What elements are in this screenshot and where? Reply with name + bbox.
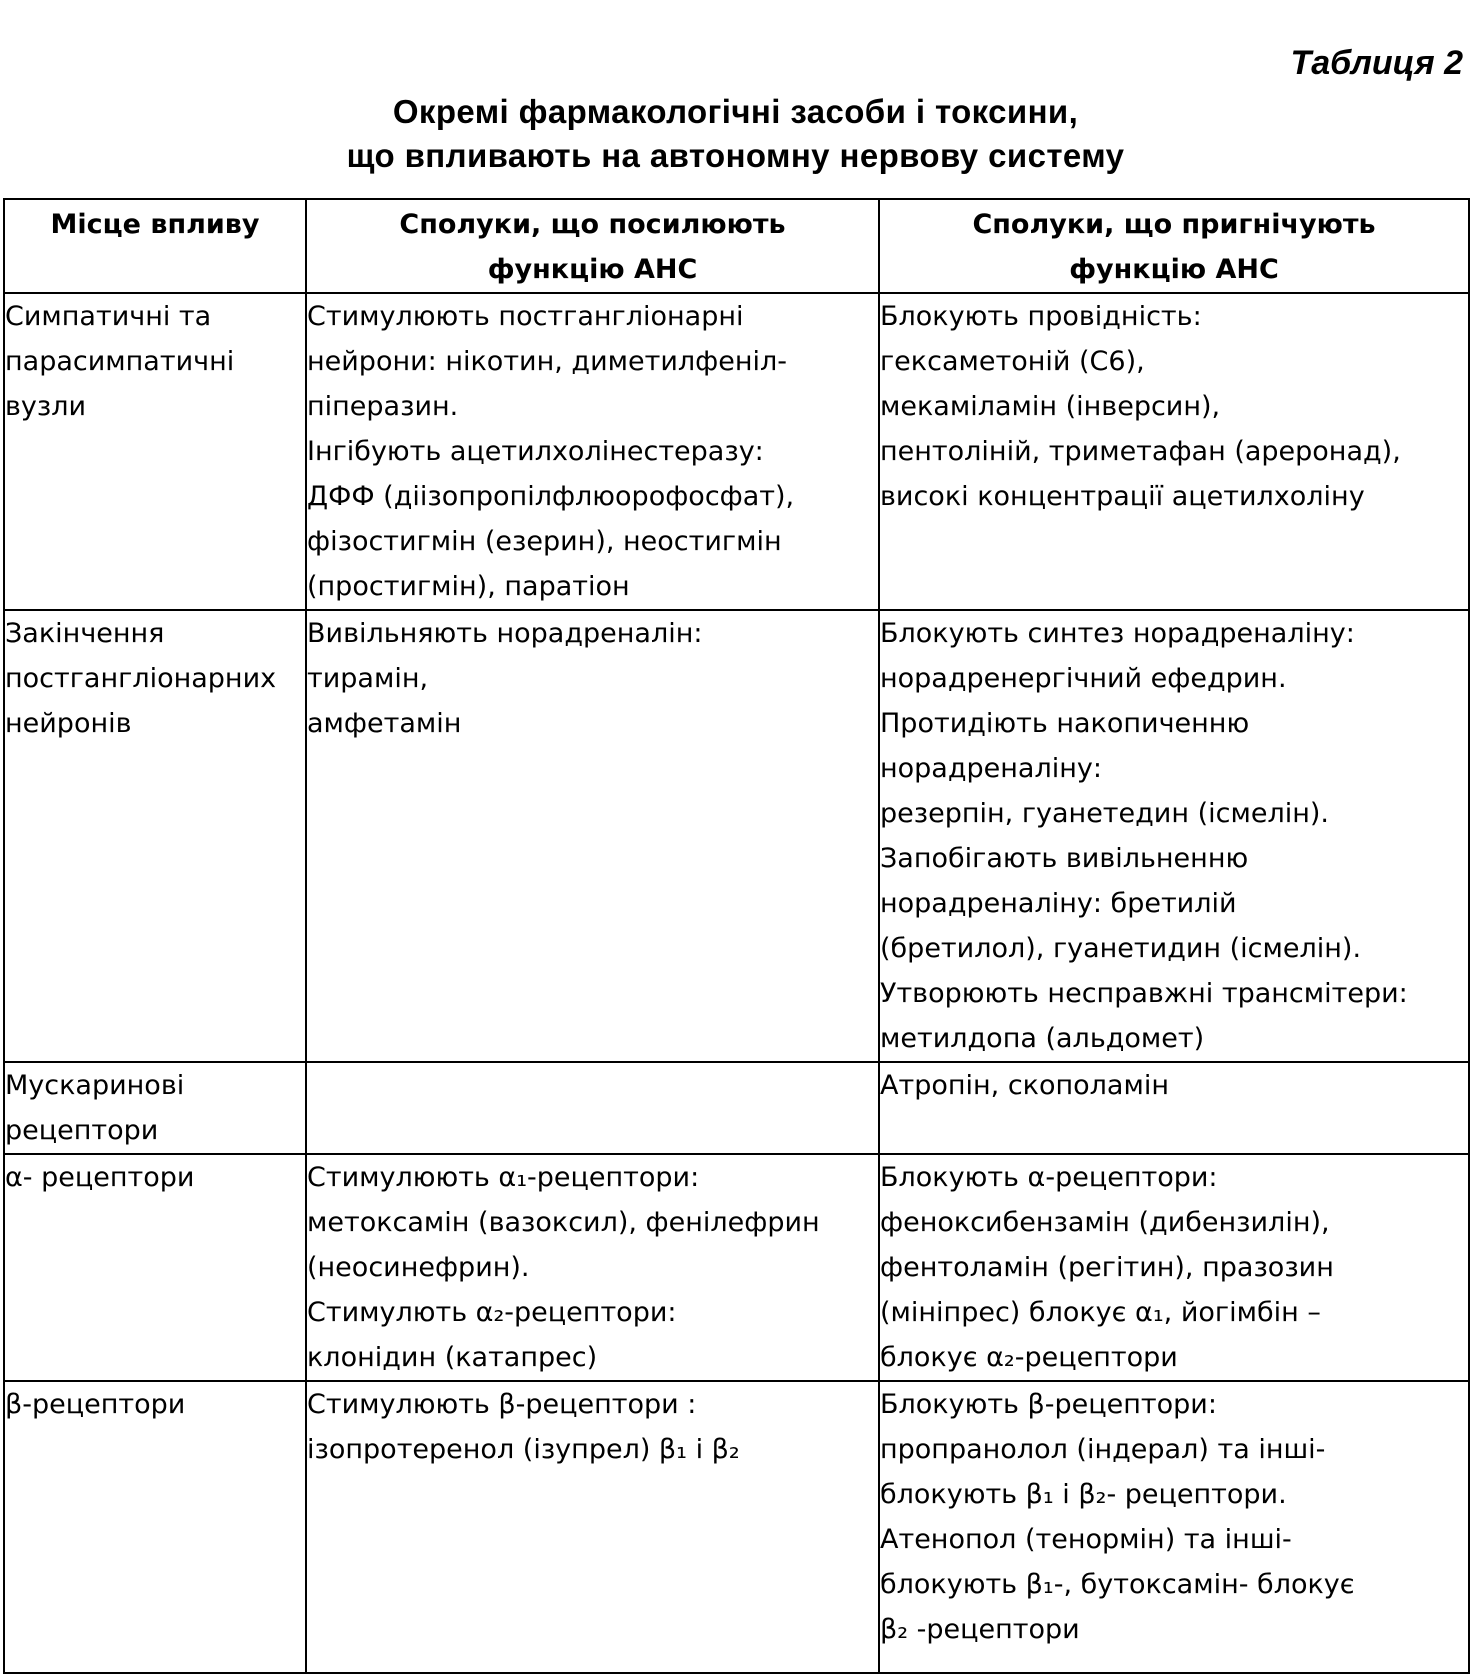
cell-enhance bbox=[306, 1062, 879, 1154]
cell-line: α- рецептори bbox=[5, 1162, 195, 1193]
cell-site bbox=[4, 293, 306, 610]
cell-inhibit bbox=[879, 293, 1469, 610]
cell-line: піперазин. bbox=[307, 391, 459, 422]
cell-line: β-рецептори bbox=[5, 1389, 186, 1420]
table-row bbox=[4, 1381, 1469, 1673]
header-enhance bbox=[306, 199, 879, 293]
cell-line: (мініпрес) блокує α₁, йогімбін – bbox=[880, 1297, 1321, 1328]
cell-line: норадреналіну: бретилій bbox=[880, 888, 1237, 919]
cell-site bbox=[4, 610, 306, 1062]
cell-enhance bbox=[306, 1381, 879, 1673]
cell-line: блокують β₁-, бутоксамін- блокує bbox=[880, 1569, 1355, 1600]
cell-line: гексаметоній (С6), bbox=[880, 346, 1145, 377]
cell-line: (бретилол), гуанетидин (ісмелін). bbox=[880, 933, 1362, 964]
header-inhibit bbox=[879, 199, 1469, 293]
cell-enhance bbox=[306, 293, 879, 610]
cell-site bbox=[4, 1154, 306, 1381]
cell-line: Блокують β-рецептори: bbox=[880, 1389, 1217, 1420]
header-enhance-line: функцію АНС bbox=[487, 254, 698, 285]
cell-site bbox=[4, 1381, 306, 1673]
cell-line: Вивільняють норадреналін: bbox=[307, 618, 703, 649]
cell-line: (простигмін), паратіон bbox=[307, 571, 630, 602]
cell-line: високі концентрації ацетилхоліну bbox=[880, 481, 1365, 512]
cell-line: метоксамін (вазоксил), фенілефрин bbox=[307, 1207, 820, 1238]
header-enhance-line: Сполуки, що посилюють bbox=[399, 209, 786, 240]
table-row bbox=[4, 293, 1469, 610]
cell-inhibit bbox=[879, 1062, 1469, 1154]
cell-line: блокують β₁ і β₂- рецептори. bbox=[880, 1479, 1287, 1510]
header-inhibit-line: Сполуки, що пригнічують bbox=[972, 209, 1376, 240]
table-title-line-2: що впливають на автономну нервову систему bbox=[346, 137, 1125, 174]
cell-line: метилдопа (альдомет) bbox=[880, 1023, 1205, 1054]
cell-line: блокує α₂-рецептори bbox=[880, 1342, 1178, 1373]
cell-line: фентоламін (регітин), празозин bbox=[880, 1252, 1334, 1283]
cell-line: Інгібують ацетилхолінестеразу: bbox=[307, 436, 764, 467]
cell-inhibit bbox=[879, 1381, 1469, 1673]
cell-line: клонідин (катапрес) bbox=[307, 1342, 598, 1373]
cell-line: Блокують синтез норадреналіну: bbox=[880, 618, 1355, 649]
pharmacology-table bbox=[3, 198, 1470, 1674]
cell-line: Протидіють накопиченню bbox=[880, 708, 1250, 739]
cell-line: Закінчення bbox=[5, 618, 165, 649]
cell-line: Симпатичні та bbox=[5, 301, 212, 332]
table-title-line-1: Окремі фармакологічні засоби і токсини, bbox=[392, 93, 1079, 130]
cell-line: Стимулюють постгангліонарні bbox=[307, 301, 744, 332]
cell-line: Блокують α-рецептори: bbox=[880, 1162, 1218, 1193]
table-row bbox=[4, 1154, 1469, 1381]
cell-line: феноксибензамін (дибензилін), bbox=[880, 1207, 1330, 1238]
cell-enhance bbox=[306, 1154, 879, 1381]
cell-inhibit bbox=[879, 1154, 1469, 1381]
table-row bbox=[4, 1062, 1469, 1154]
cell-line: постгангліонарних bbox=[5, 663, 277, 694]
cell-line: амфетамін bbox=[307, 708, 462, 739]
cell-line: резерпін, гуанетедин (ісмелін). bbox=[880, 798, 1329, 829]
cell-line: норадреналіну: bbox=[880, 753, 1102, 784]
cell-line: Запобігають вивільненню bbox=[880, 843, 1249, 874]
cell-line: Стимулюють α₁-рецептори: bbox=[307, 1162, 700, 1193]
cell-line: фізостигмін (езерин), неостигмін bbox=[307, 526, 782, 557]
cell-line: Стимулють α₂-рецептори: bbox=[307, 1297, 677, 1328]
header-row bbox=[4, 199, 1469, 293]
cell-line: пентоліній, триметафан (ареронад), bbox=[880, 436, 1401, 467]
header-site bbox=[4, 199, 306, 293]
cell-line: ДФФ (діізопропілфлюорофосфат), bbox=[307, 481, 795, 512]
cell-line: Мускаринові bbox=[5, 1070, 185, 1101]
cell-line: вузли bbox=[5, 391, 87, 422]
cell-line: мекаміламін (інверсин), bbox=[880, 391, 1221, 422]
cell-line: пропранолол (індерал) та інші- bbox=[880, 1434, 1326, 1465]
header-site-line: Місце впливу bbox=[50, 209, 260, 240]
cell-line: норадренергічний ефедрин. bbox=[880, 663, 1287, 694]
cell-line: β₂ -рецептори bbox=[880, 1614, 1080, 1645]
header-inhibit-line: функцію АНС bbox=[1069, 254, 1279, 285]
cell-line: рецептори bbox=[5, 1115, 159, 1146]
cell-line: нейронів bbox=[5, 708, 132, 739]
cell-inhibit bbox=[879, 610, 1469, 1062]
table-row bbox=[4, 610, 1469, 1062]
cell-line: тирамін, bbox=[307, 663, 429, 694]
cell-enhance bbox=[306, 610, 879, 1062]
cell-line: Утворюють несправжні трансмітери: bbox=[880, 978, 1408, 1009]
cell-site bbox=[4, 1062, 306, 1154]
cell-line: Стимулюють β-рецептори : bbox=[307, 1389, 697, 1420]
cell-line: (неосинефрин). bbox=[307, 1252, 530, 1283]
cell-line: Атропін, скополамін bbox=[880, 1070, 1169, 1101]
table-number: Таблиця 2 bbox=[1290, 44, 1463, 82]
cell-line: Блокують провідність: bbox=[880, 301, 1202, 332]
cell-line: ізопротеренол (ізупрел) β₁ і β₂ bbox=[307, 1434, 740, 1465]
cell-line: Атенопол (тенормін) та інші- bbox=[880, 1524, 1292, 1555]
cell-line: парасимпатичні bbox=[5, 346, 235, 377]
cell-line: нейрони: нікотин, диметилфеніл- bbox=[307, 346, 788, 377]
